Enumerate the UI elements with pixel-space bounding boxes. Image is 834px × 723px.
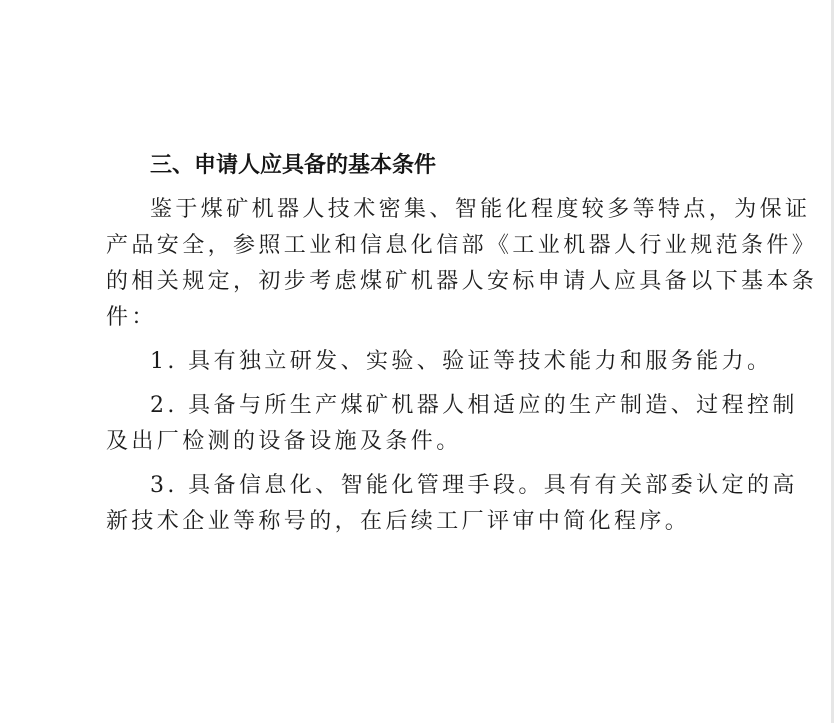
paragraph-spacer: [106, 380, 726, 388]
document-body: [106, 148, 818, 540]
paragraph-line: 的相关规定，初步考虑煤矿机器人安标申请人应具备以下基本条: [106, 269, 818, 294]
paragraph-line: 鉴于煤矿机器人技术密集、智能化程度较多等特点，为保证: [150, 197, 811, 222]
paragraph-line: 件：: [106, 305, 157, 330]
paragraph-line: 1. 具有独立研发、实验、验证等技术能力和服务能力。: [150, 349, 773, 374]
condition-item-1: [106, 344, 773, 380]
section-heading: 三、申请人应具备的基本条件: [150, 153, 437, 178]
paragraph-line: 3. 具备信息化、智能化管理手段。具有有关部委认定的高: [150, 473, 798, 498]
paragraph-spacer: [106, 460, 726, 468]
paragraph-spacer: [106, 184, 726, 192]
paragraph-spacer: [106, 336, 726, 344]
paragraph-line: 2. 具备与所生产煤矿机器人相适应的生产制造、过程控制: [150, 393, 798, 418]
condition-item-3: [106, 468, 798, 540]
paragraph-intro: [106, 192, 818, 336]
paragraph-line: 产品安全，参照工业和信息化信部《工业机器人行业规范条件》: [106, 233, 818, 258]
condition-item-2: [106, 388, 798, 460]
paragraph-line: 及出厂检测的设备设施及条件。: [106, 429, 462, 454]
paragraph-line: 新技术企业等称号的，在后续工厂评审中简化程序。: [106, 509, 691, 534]
